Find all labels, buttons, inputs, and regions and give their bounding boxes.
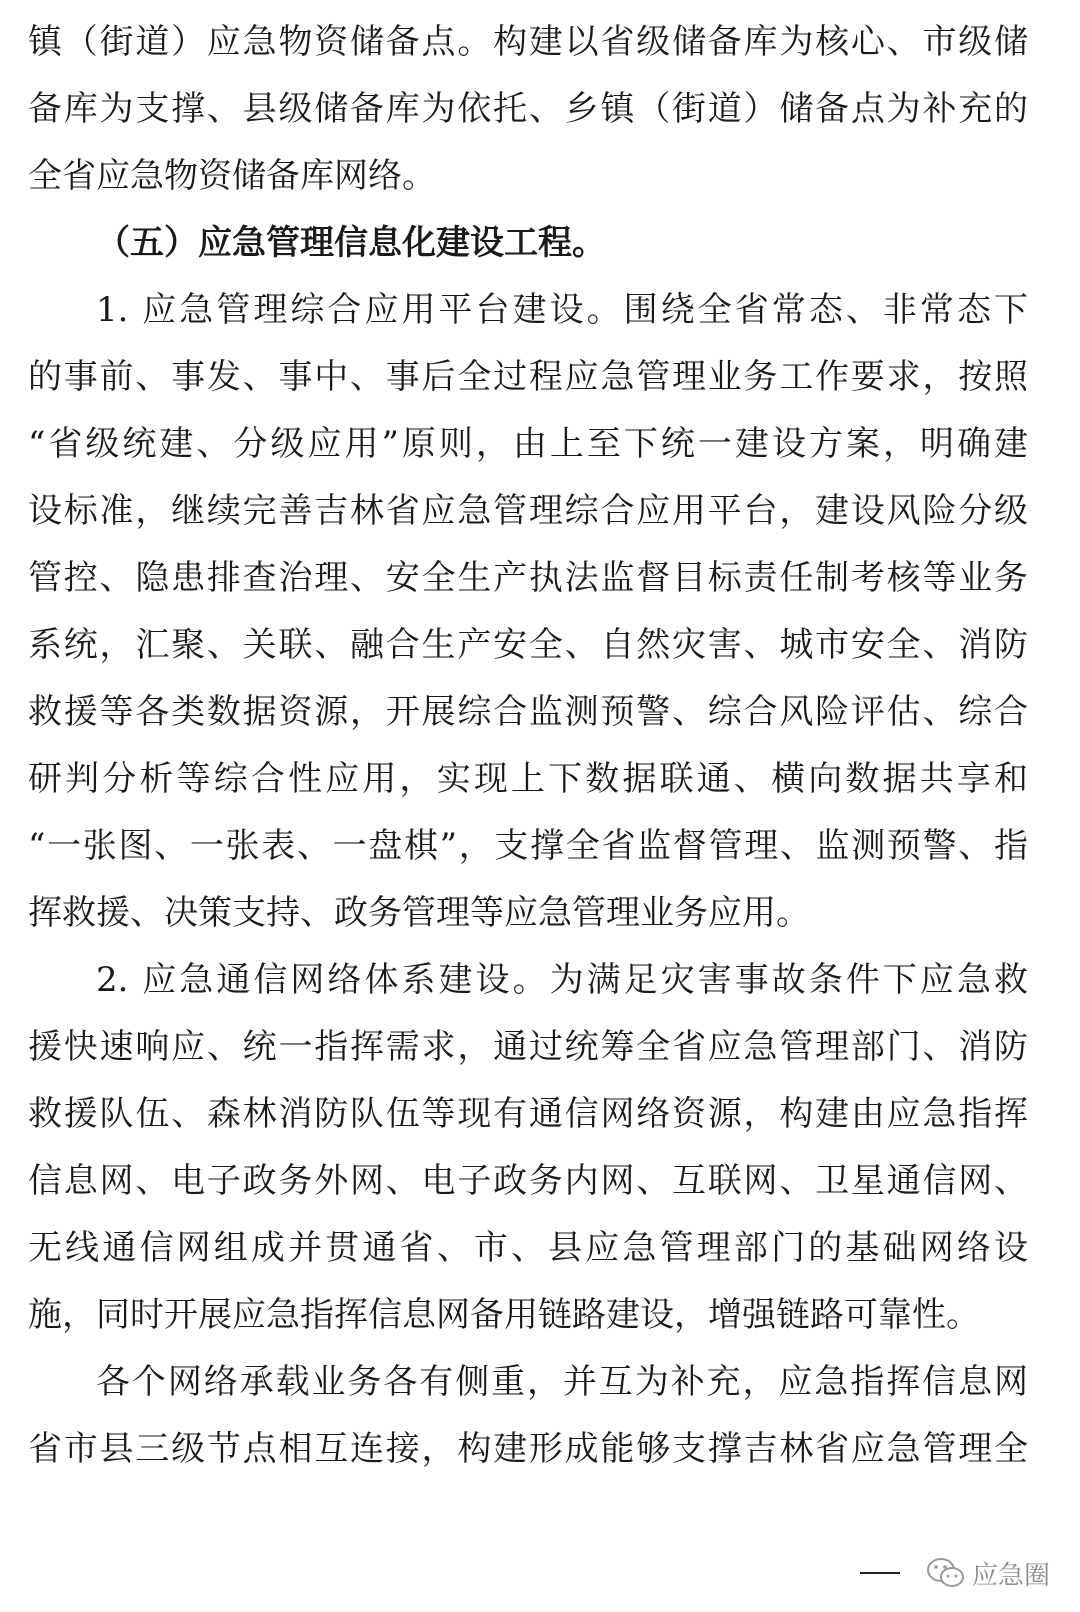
text-line: “一张图、一张表、一盘棋”，支撑全省监督管理、监测预警、指 — [28, 826, 1028, 866]
text-line: 管控、隐患排查治理、安全生产执法监督目标责任制考核等业务 — [28, 558, 1028, 598]
text-line: 施，同时开展应急指挥信息网备用链路建设，增强链路可靠性。 — [28, 1295, 980, 1335]
text-line: 1. 应急管理综合应用平台建设。围绕全省常态、非常态下 — [96, 290, 1028, 330]
watermark-text: 应急圈 — [971, 1560, 1050, 1591]
text-line: 援快速响应、统一指挥需求，通过统筹全省应急管理部门、消防 — [28, 1027, 1028, 1067]
text-line: 2. 应急通信网络体系建设。为满足灾害事故条件下应急救 — [96, 960, 1028, 1000]
text-line: “省级统建、分级应用”原则，由上至下统一建设方案，明确建 — [28, 424, 1028, 464]
section-heading: （五）应急管理信息化建设工程。 — [96, 223, 606, 263]
text-line: 备库为支撑、县级储备库为依托、乡镇（街道）储备点为补充的 — [28, 89, 1028, 129]
text-line: 挥救援、决策支持、政务管理等应急管理业务应用。 — [28, 893, 810, 933]
text-line: 信息网、电子政务外网、电子政务内网、互联网、卫星通信网、 — [28, 1161, 1028, 1201]
text-line: 镇（街道）应急物资储备点。构建以省级储备库为核心、市级储 — [28, 22, 1028, 62]
page-number-dash — [860, 1572, 900, 1574]
text-line: 救援等各类数据资源，开展综合监测预警、综合风险评估、综合 — [28, 692, 1028, 732]
text-line: 系统，汇聚、关联、融合生产安全、自然灾害、城市安全、消防 — [28, 625, 1028, 665]
text-line: 设标准，继续完善吉林省应急管理综合应用平台，建设风险分级 — [28, 491, 1028, 531]
text-line: 研判分析等综合性应用，实现上下数据联通、横向数据共享和 — [28, 759, 1028, 799]
text-line: 各个网络承载业务各有侧重，并互为补充，应急指挥信息网 — [96, 1362, 1028, 1402]
text-line: 全省应急物资储备库网络。 — [28, 156, 436, 196]
text-line: 救援队伍、森林消防队伍等现有通信网络资源，构建由应急指挥 — [28, 1094, 1028, 1134]
text-line: 省市县三级节点相互连接，构建形成能够支撑吉林省应急管理全 — [28, 1429, 1028, 1469]
text-line: 的事前、事发、事中、事后全过程应急管理业务工作要求，按照 — [28, 357, 1028, 397]
watermark — [860, 1548, 1050, 1598]
wechat-icon — [926, 1556, 966, 1590]
text-line: 无线通信网组成并贯通省、市、县应急管理部门的基础网络设 — [28, 1228, 1028, 1268]
